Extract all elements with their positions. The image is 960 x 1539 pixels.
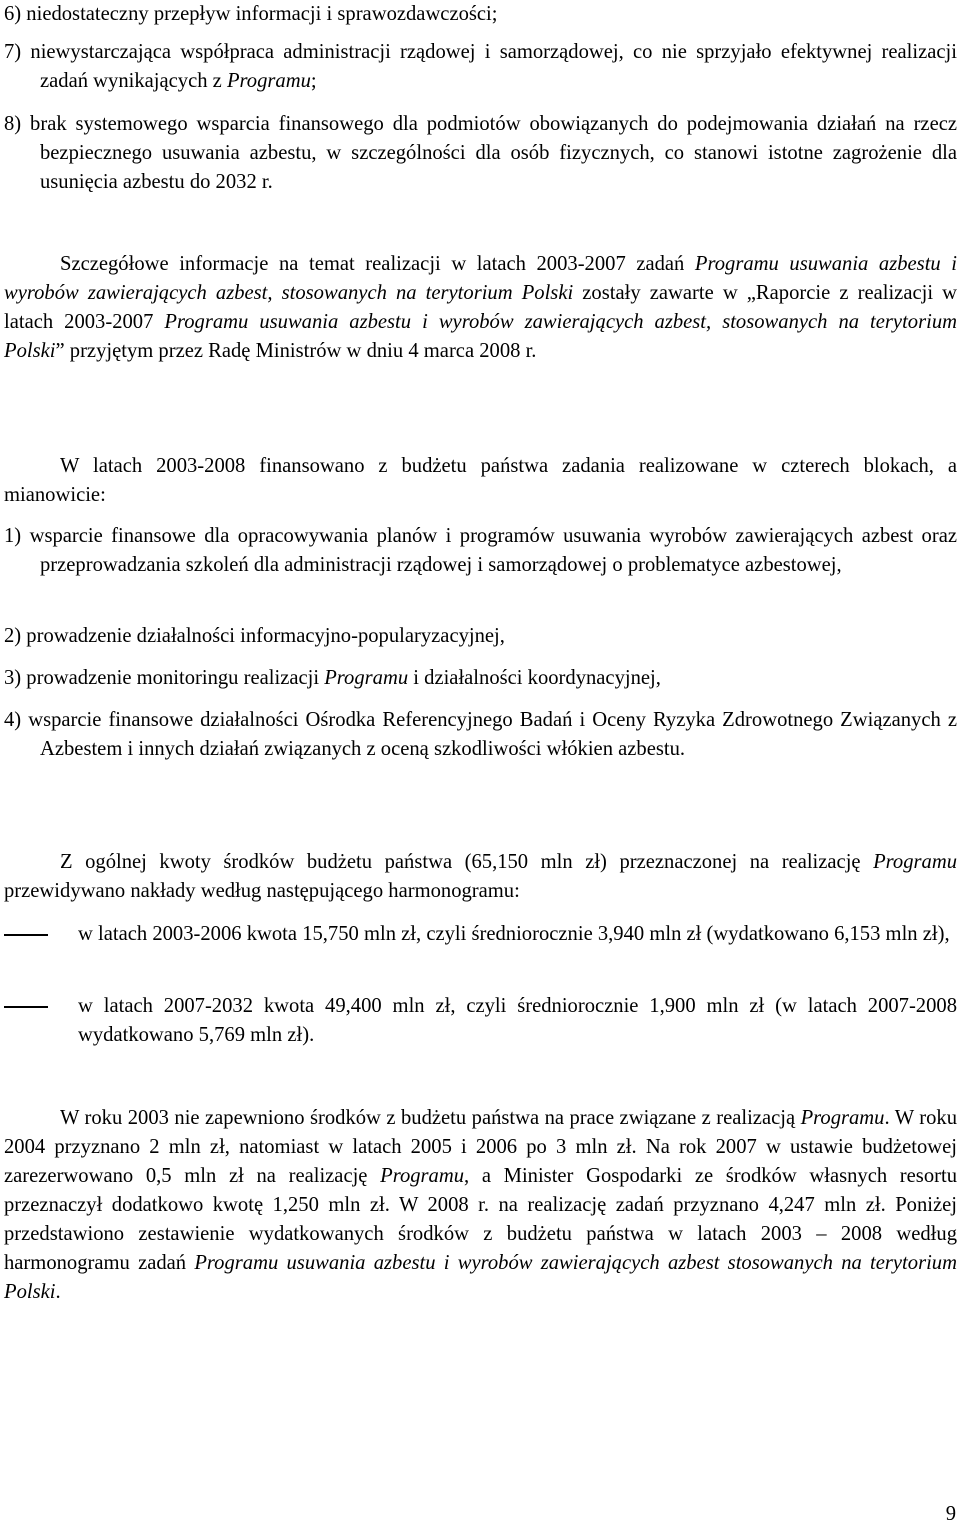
emphasis-program: Programu [800, 1107, 885, 1129]
block-item-1 [4, 522, 957, 580]
list-item-text: 6) niedostateczny przepływ informacji i sprawozdawczości; [4, 3, 498, 25]
list-item-7 [4, 38, 957, 96]
list-item-text: 8) brak systemowego wsparcia finansowego dla podmiotów obowiązanych do podejmowania działań na rzecz bezpiecznego usuwania azbestu, w szczególności dla osób fizycznych, co stanowi istotne zagrożenie dla usunięcia azbestu do 2032 r. [4, 113, 957, 193]
emphasis-program: Programu [226, 70, 311, 92]
block-item-4 [4, 706, 957, 764]
emphasis-program: Programu [324, 667, 409, 689]
paragraph-text: . [55, 1281, 61, 1303]
list-item-text: 7) niewystarczająca współpraca administracji rządowej i samorządowej, co nie sprzyjało efektywnej realizacji zadań wynikających z [4, 41, 957, 92]
paragraph-report-info [4, 250, 957, 366]
block-item-2 [4, 622, 957, 651]
paragraph-text: W latach 2003-2008 finansowano z budżetu państwa zadania realizowane w czterech blokach, a mianowicie: [4, 455, 957, 506]
emphasis-program: Programu [873, 851, 957, 873]
dash-item-text: w latach 2007-2032 kwota 49,400 mln zł, czyli średniorocznie 1,900 mln zł (w latach 2007-2008 wydatkowano 5,769 mln zł). [78, 995, 957, 1046]
list-item-8 [4, 110, 957, 197]
block-item-text: 1) wsparcie finansowe dla opracowywania planów i programów usuwania wyrobów zawierających azbest oraz przeprowadzania szkoleń dla administracji rządowej i samorządowej o problematyce azbestowej, [4, 525, 957, 576]
paragraph-text: Szczegółowe informacje na temat realizacji w latach 2003-2007 zadań [60, 253, 695, 275]
emphasis-program-title: Programu usuwania azbestu i wyrobów zawierających azbest, stosowanych na terytorium Polski [4, 311, 957, 362]
emphasis-program-title: Programu usuwania azbestu i wyrobów zawierających azbest, stosowanych na terytorium Polski [4, 253, 958, 304]
paragraph-text: ” przyjętym przez Radę Ministrów w dniu 4 marca 2008 r. [55, 340, 537, 362]
emphasis-program-title: Programu usuwania azbestu i wyrobów zawierających azbest stosowanych na terytorium Polski [4, 1252, 957, 1303]
dash-list-item [4, 992, 957, 1050]
dash-bullet-icon [4, 934, 48, 936]
paragraph-text: . W roku 2004 przyznano 2 mln zł, natomiast w latach 2005 i 2006 po 3 mln zł. Na rok 2007 w ustawie budżetowej zarezerwowano 0,5 mln zł na realizację [4, 1107, 957, 1187]
dash-item-text: w latach 2003-2006 kwota 15,750 mln zł, czyli średniorocznie 3,940 mln zł (wydatkowano 6,153 mln zł), [78, 923, 950, 945]
paragraph-text: W roku 2003 nie zapewniono środków z budżetu państwa na prace związane z realizacją [60, 1107, 801, 1129]
paragraph-total-amount [4, 848, 957, 906]
paragraph-text: zostały zawarte w „Raporcie z realizacji w latach 2003-2007 [4, 282, 958, 333]
paragraph-funding-history [4, 1104, 957, 1307]
paragraph-text: przewidywano nakłady według następującego harmonogramu: [4, 880, 520, 902]
list-item-text-end: ; [310, 70, 317, 92]
block-item-text: 3) prowadzenie monitoringu realizacji [4, 667, 325, 689]
paragraph-text: Z ogólnej kwoty środków budżetu państwa (65,150 mln zł) przeznaczonej na realizację [60, 851, 874, 873]
block-item-3 [4, 664, 957, 693]
block-item-text: 4) wsparcie finansowe działalności Ośrodka Referencyjnego Badań i Oceny Ryzyka Zdrowotnego Związanych z Azbestem i innych działań związanych z oceną szkodliwości włókien azbestu. [4, 709, 957, 760]
emphasis-program: Programu [380, 1165, 465, 1187]
page-number: 9 [945, 1503, 956, 1525]
paragraph-text: , a Minister Gospodarki ze środków własnych resortu przeznaczył dodatkowo kwotę 1,250 mln zł. W 2008 r. na realizację zadań przyznano 4,247 mln zł. Poniżej przedstawiono zestawienie wydatkowanych środków z budżetu państwa w latach 2003 – 2008 według harmonogramu zadań [4, 1165, 957, 1274]
dash-bullet-icon [4, 1006, 48, 1008]
dash-list-item [4, 920, 957, 949]
list-item-6 [4, 0, 957, 29]
block-item-text-end: i działalności koordynacyjnej, [408, 667, 661, 689]
paragraph-budget-blocks [4, 452, 957, 510]
block-item-text: 2) prowadzenie działalności informacyjno-popularyzacyjnej, [4, 625, 505, 647]
